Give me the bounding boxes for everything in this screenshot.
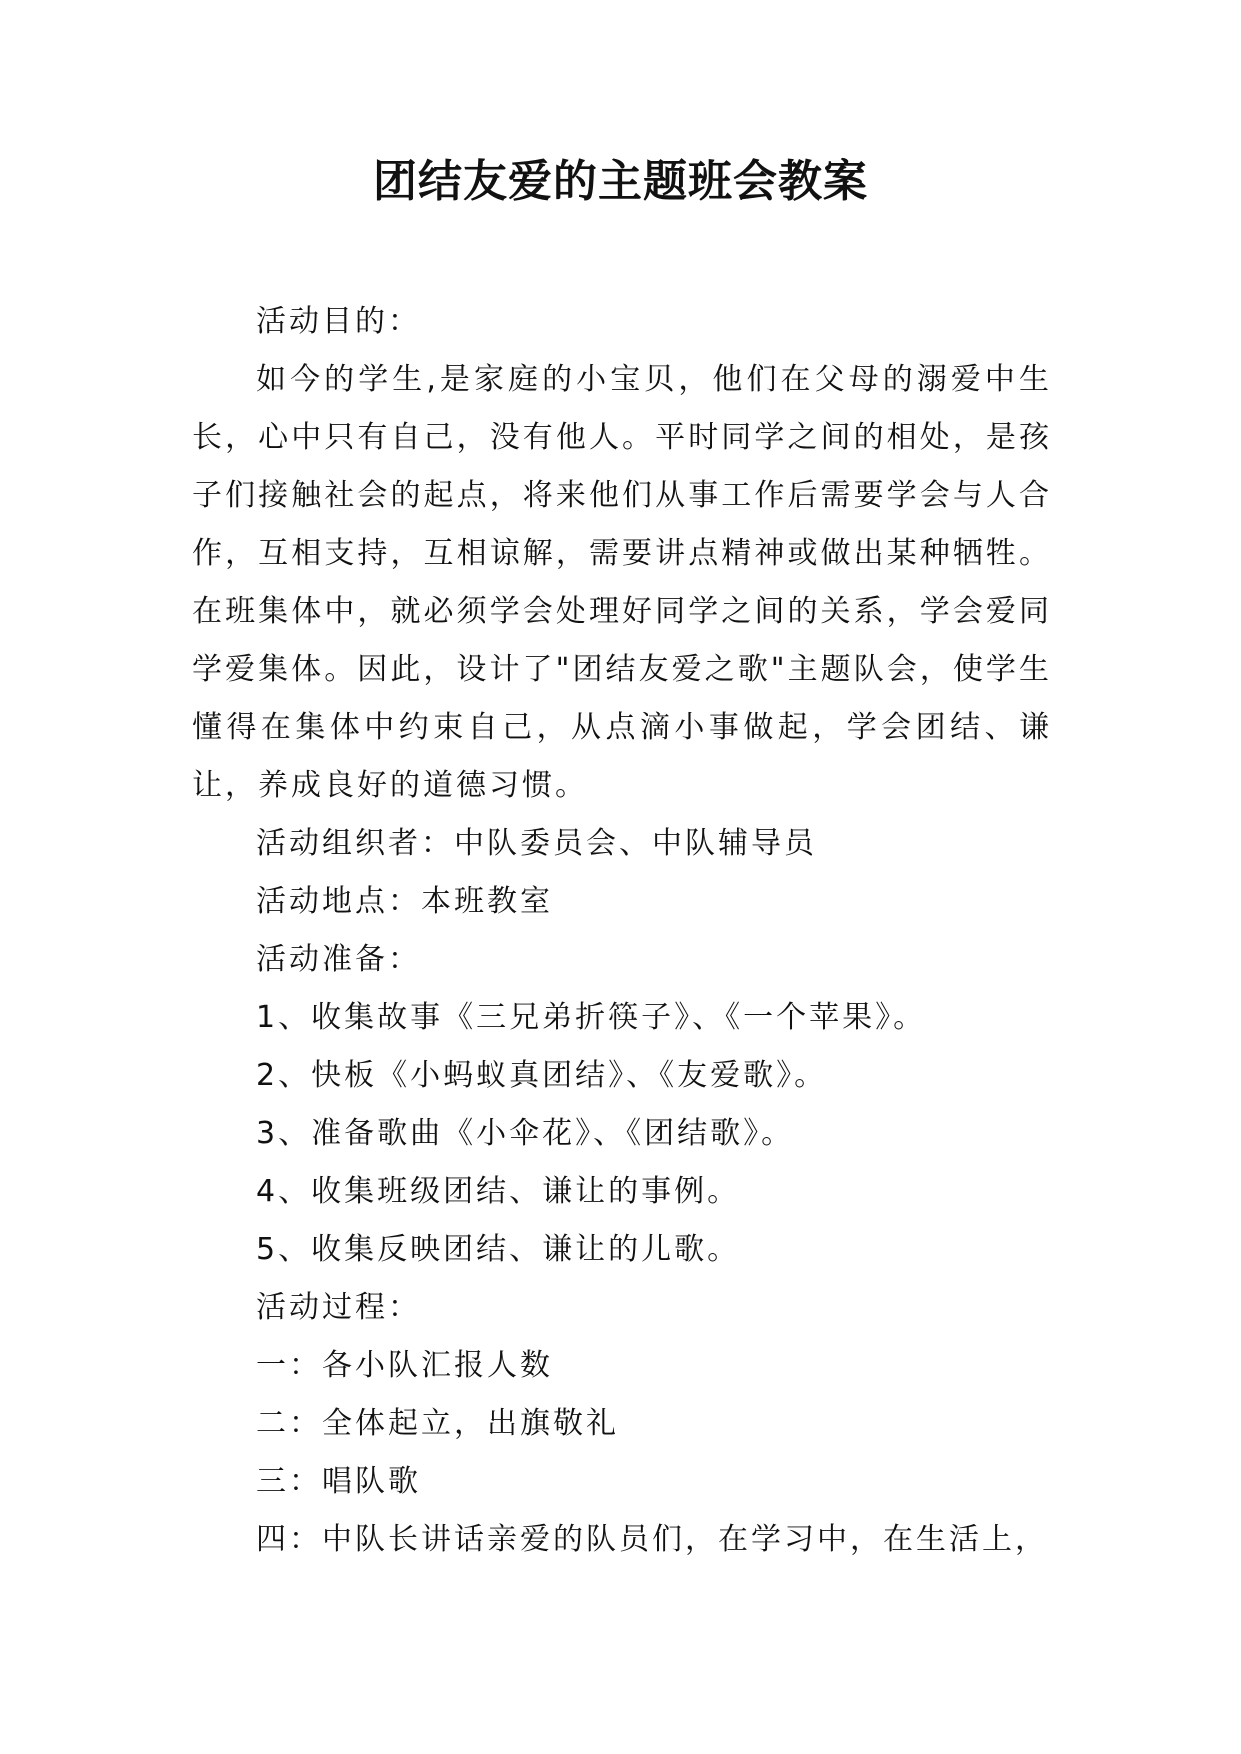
purpose-paragraph: 如今的学生,是家庭的小宝贝，他们在父母的溺爱中生长，心中只有自己，没有他人。平时同学之间的相处，是孩子们接触社会的起点，将来他们从事工作后需要学会与人合作，互相支持，互相谅解，需要讲点精神或做出某种牺牲。在班集体中，就必须学会处理好同学之间的关系，学会爱同学爱集体。因此，设计了"团结友爱之歌"主题队会，使学生懂得在集体中约束自己，从点滴小事做起，学会团结、谦让，养成良好的道德习惯。 xyxy=(192,362,1052,803)
process-step: 二：全体起立，出旗敬礼 xyxy=(256,1406,619,1441)
location-line: 活动地点：本班教室 xyxy=(256,884,553,919)
process-step: 一：各小队汇报人数 xyxy=(256,1348,553,1383)
preparation-item: 2、快板《小蚂蚁真团结》、《友爱歌》。 xyxy=(256,1058,828,1093)
preparation-item: 5、收集反映团结、谦让的儿歌。 xyxy=(256,1232,741,1267)
preparation-item: 3、准备歌曲《小伞花》、《团结歌》。 xyxy=(256,1116,795,1151)
document-body xyxy=(192,293,1052,1569)
preparation-item: 1、收集故事《三兄弟折筷子》、《一个苹果》。 xyxy=(256,1000,927,1035)
process-step: 三：唱队歌 xyxy=(256,1464,421,1499)
heading-process: 活动过程： xyxy=(256,1290,421,1325)
document-title: 团结友爱的主题班会教案 xyxy=(373,156,868,207)
preparation-item: 4、收集班级团结、谦让的事例。 xyxy=(256,1174,741,1209)
process-step: 四：中队长讲话亲爱的队员们，在学习中，在生活上， xyxy=(256,1522,1048,1557)
heading-activity-purpose: 活动目的： xyxy=(256,304,421,339)
heading-preparation: 活动准备： xyxy=(256,942,421,977)
organizer-line: 活动组织者：中队委员会、中队辅导员 xyxy=(256,826,817,861)
